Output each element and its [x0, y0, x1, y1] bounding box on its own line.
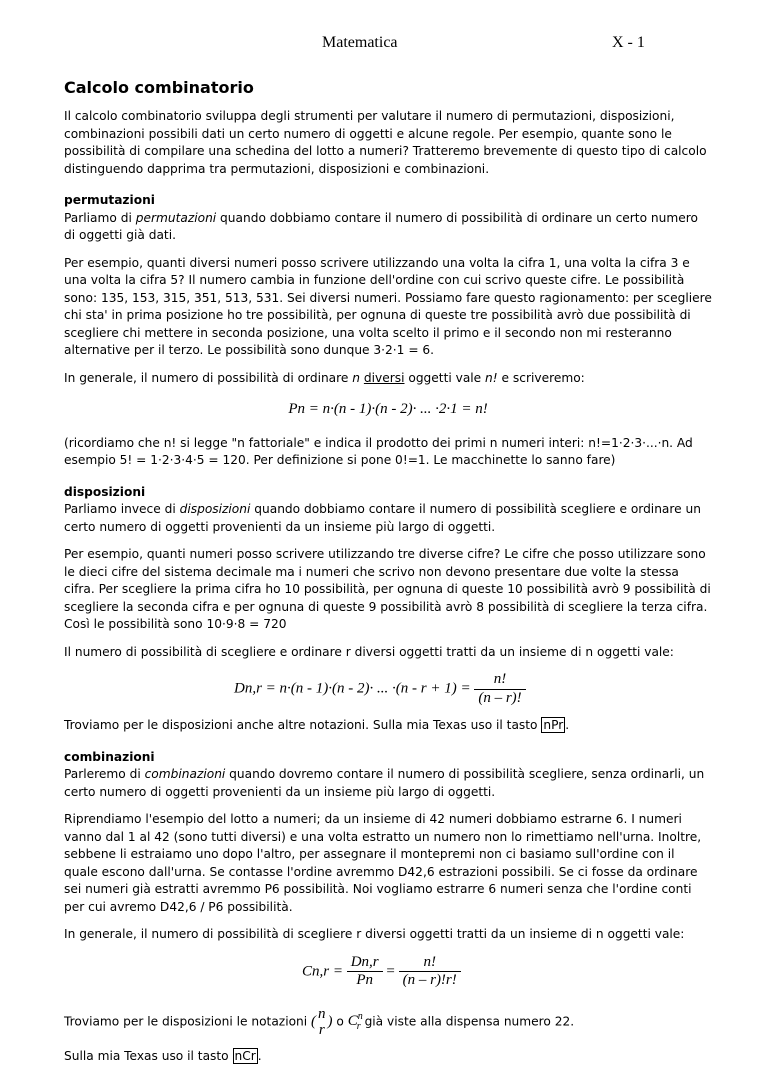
section-permutazioni — [64, 192, 712, 470]
example-paragraph: Per esempio, quanti numeri posso scrivere utilizzando tre diverse cifre? Le cifre che posso utilizzare sono le dieci cifre del sistema decimale ma i numeri che scrivo non devono presentare due volte la stessa cifra. Per scegliere la prima cifra ho 10 possibilità, per ognuna di queste 10 possibilità avrò 9 possibilità di scegliere la seconda cifra e per ognuna di queste 9 possibilità avrò 8 possibilità di scegliere la terza cifra. Così le possibilità sono 10·9·8 = 720 — [64, 547, 711, 631]
example-paragraph: Riprendiamo l'esempio del lotto a numeri; da un insieme di 42 numeri dobbiamo estrarne 6. I numeri vanno dal 1 al 42 (sono tutti diversi) e una volta estratto un numero non lo rimettiamo nell'urna. Inoltre, sebbene li estraiamo uno dopo l'altro, per assegnare il montepremi non ci basiamo sull'ordine con il quale escono dall'urna. Se contasse l'ordine avremmo D42,6 estrazioni possibili. Se ci fosse da ordinare sei numeri già estratti avremmo P6 possibilità. Noi vogliamo estrarre 6 numeri senza che l'ordine conti per cui avremo D42,6 / P6 possibilità. — [64, 812, 702, 914]
intro-paragraph: Il calcolo combinatorio sviluppa degli strumenti per valutare il numero di permutazioni, disposizioni, combinazioni possibili dati un certo numero di oggetti e alcune regole. Per esempio, quante sono le possibilità di compilare una schedina del lotto a numeri? Tratteremo brevemente di questo tipo di calcolo distinguendo dapprima tra permutazioni, disposizioni e combinazioni. — [64, 109, 707, 176]
definition-paragraph: Parliamo di permutazioni quando dobbiamo contare il numero di possibilità di ordinare un certo numero di oggetti già dati. — [64, 210, 698, 242]
factorial-note: (ricordiamo che n! si legge "n fattoriale" e indica il prodotto dei primi n numeri interi: n!=1·2·3·...·n. Ad esempio 5! = 1·2·3·4·5 = 120. Per definizione si pone 0!=1. Le macchinette lo sanno fare) — [64, 435, 693, 467]
general-paragraph: In generale, il numero di possibilità di ordinare n diversi oggetti vale n! e scriveremo: — [64, 370, 585, 385]
section-combinazioni — [64, 749, 712, 1066]
header-page: X - 1 — [612, 34, 645, 51]
example-paragraph: Per esempio, quanti diversi numeri posso scrivere utilizzando una volta la cifra 1, una volta la cifra 3 e una volta la cifra 5? Il numero cambia in funzione dell'ordine con cui scrivo queste cifre. Le possibilità sono: 135, 153, 315, 351, 513, 531. Sei diversi numeri. Possiamo fare questo ragionamento: per scegliere chi sta' in prima posizione ho tre possibilità, per ognuna di queste tre possibilità avrò due possibilità di scegliere chi mettere in seconda posizione, una volta scelto il primo e il secondo non mi resteranno alternative per il terzo. Le possibilità sono dunque 3·2·1 = 6. — [64, 255, 712, 357]
section-heading: permutazioni — [64, 193, 155, 207]
ncr-key: nCr — [234, 1048, 256, 1063]
disposition-formula: Dn,r = n·(n - 1)·(n - 2)· ... ·(n - r + 1) = $\frac{n!}{(n - r)!}$ — [234, 671, 712, 707]
binomial-notation: ( n r) — [311, 1005, 333, 1038]
texas-paragraph: Sulla mia Texas uso il tasto nCr . — [64, 1048, 262, 1063]
section-disposizioni — [64, 484, 712, 735]
notations-paragraph: Troviamo per le disposizioni le notazioni ( n r) o $C^n_r$ già viste alla dispensa numero 22. — [64, 1005, 575, 1038]
page-title: Calcolo combinatorio — [64, 78, 254, 97]
combination-fraction-1: $\frac{Dn,r}{Pn}$ — [347, 954, 383, 990]
permutation-formula: Pn = n·(n - 1)·(n - 2)· ... ·2·1 = n! — [288, 401, 488, 417]
header-subject: Matematica — [322, 34, 398, 51]
combination-formula: Cn,r = $\frac{Dn,r}{Pn}$ = $\frac{n!}{(n - r)!r!}$ — [302, 954, 712, 990]
c-notation: $C^n_r$ — [347, 1011, 363, 1032]
combination-fraction-2: $\frac{n!}{(n - r)!r!}$ — [399, 954, 461, 990]
document-body — [64, 78, 712, 1075]
definition-paragraph: Parliamo invece di disposizioni quando dobbiamo contare il numero di possibilità scegliere e ordinare un certo numero di oggetti provenienti da un insieme più largo di oggetti. — [64, 502, 701, 534]
disposition-fraction: $\frac{n!}{(n - r)!}$ — [474, 671, 525, 707]
general-paragraph: Il numero di possibilità di scegliere e ordinare r diversi oggetti tratti da un insieme di n oggetti vale: — [64, 644, 674, 659]
general-paragraph: In generale, il numero di possibilità di scegliere r diversi oggetti tratti da un insieme di n oggetti vale: — [64, 927, 685, 941]
texas-paragraph: Troviamo per le disposizioni anche altre notazioni. Sulla mia Texas uso il tasto nPr . — [64, 718, 570, 732]
definition-paragraph: Parleremo di combinazioni quando dovremo contare il numero di possibilità scegliere, senza ordinarli, un certo numero di oggetti provenienti da un insieme più largo di oggetti. — [64, 767, 705, 799]
section-heading: combinazioni — [64, 749, 155, 764]
section-heading: disposizioni — [64, 484, 146, 499]
npr-key: nPr — [543, 718, 564, 732]
